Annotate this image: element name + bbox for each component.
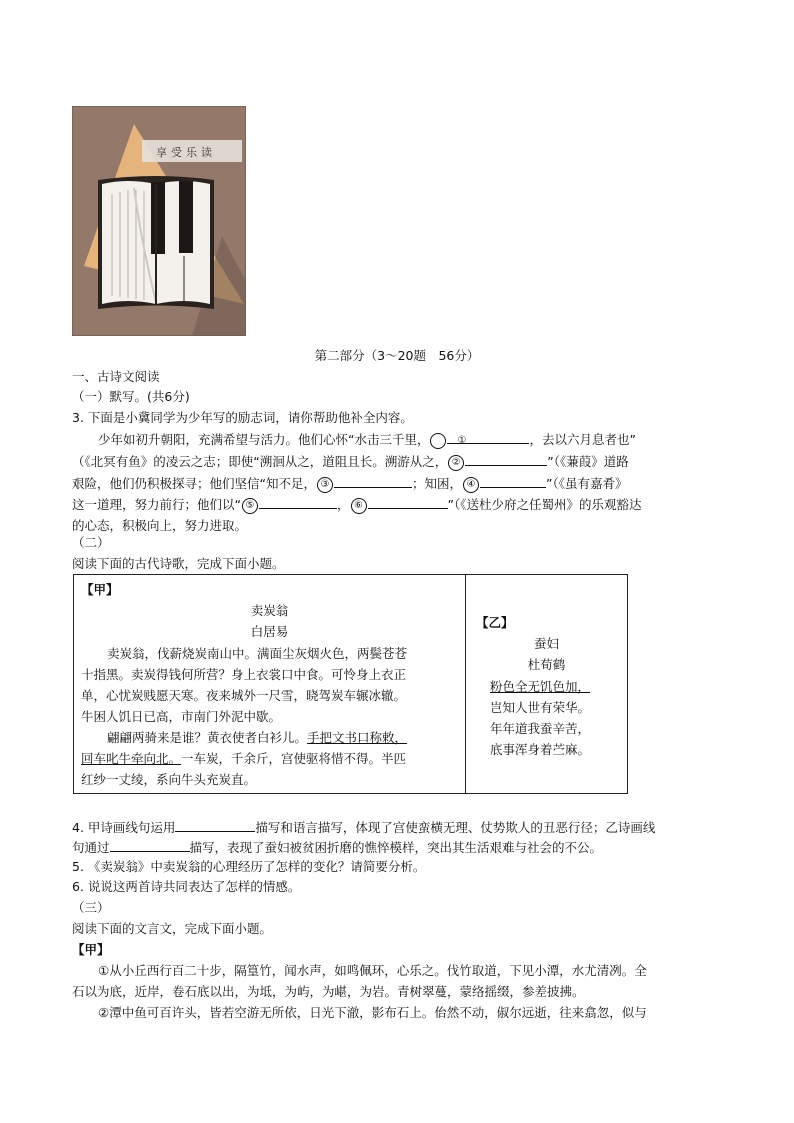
underlined-phrase: 回车叱牛牵向北。 bbox=[81, 751, 182, 766]
sub-heading-dictation: （一）默写。(共6分) bbox=[72, 389, 190, 404]
classical-instruction: 阅读下面的文言文，完成下面小题。 bbox=[72, 921, 273, 936]
poem-jia-line: 十指黑。卖炭得钱何所营？身上衣裳口中食。可怜身上衣正 bbox=[81, 667, 407, 682]
q5-text: 5. 《卖炭翁》中卖炭翁的心理经历了怎样的变化？请简要分析。 bbox=[72, 859, 426, 874]
answer-blank-4[interactable] bbox=[480, 475, 546, 488]
poem-jia-body bbox=[81, 643, 407, 790]
blank-number-3: ③ bbox=[317, 477, 333, 493]
underlined-phrase: 手把文书口称敕， bbox=[307, 730, 408, 745]
blank-number-2: ② bbox=[448, 455, 464, 471]
poem-yi-author: 杜荀鹤 bbox=[527, 657, 566, 672]
poem-jia-line: 红纱一丈绫，系向牛头充炭直。 bbox=[81, 772, 257, 787]
classical-para-1b: 石以为底，近岸，卷石底以出，为坻，为屿，为嵁，为岩。青树翠蔓，蒙络摇缀，参差披拂。 bbox=[72, 984, 585, 999]
q3-line-2: （《北冥有鱼》的凌云之志；即使“溯洄从之，道阻且长。溯游从之， ② ”（《蒹葭》道路 bbox=[72, 454, 629, 469]
q4-line-2: 句通过 描写，表现了蚕妇被贫困折磨的憔悴模样，突出其生活艰难与社会的不公。 bbox=[72, 840, 603, 855]
cover-illustration bbox=[72, 106, 246, 336]
q4-answer-blank-2[interactable] bbox=[110, 839, 190, 852]
poem-jia-title: 卖炭翁 bbox=[250, 603, 289, 618]
poetry-instruction: 阅读下面的古代诗歌，完成下面小题。 bbox=[72, 556, 285, 571]
classical-jia-tag: 【甲】 bbox=[72, 942, 110, 957]
poem-yi-line: 年年道我蚕辛苦， bbox=[490, 721, 591, 736]
poem-jia-line: 回车叱牛牵向北。一车炭，千余斤，宫使驱将惜不得。半匹 bbox=[81, 751, 407, 766]
poem-jia-line: 卖炭翁，伐薪烧炭南山中。满面尘灰烟火色，两鬓苍苍 bbox=[107, 646, 408, 661]
q3-line-1: 少年如初升朝阳，充满希望与活力。他们心怀“水击三千里， ① ，去以六月息者也” bbox=[98, 432, 636, 447]
answer-blank-1[interactable] bbox=[447, 431, 529, 444]
poem-yi-line: 底事浑身着苎麻。 bbox=[490, 742, 591, 757]
answer-blank-5[interactable] bbox=[259, 496, 337, 509]
answer-blank-2[interactable] bbox=[465, 453, 547, 466]
poem-yi-line-underlined: 粉色全无饥色加， bbox=[490, 679, 591, 694]
blank-number-1: ① bbox=[430, 433, 446, 449]
sub-heading-poetry: （二） bbox=[72, 535, 110, 550]
q4-answer-blank-1[interactable] bbox=[175, 819, 255, 832]
poem-jia-line: 牛困人饥日已高，市南门外泥中歇。 bbox=[81, 709, 282, 724]
q3-line-5: 的心态，积极向上，努力进取。 bbox=[72, 518, 248, 533]
q3-line-4: 这一道理，努力前行；他们以“ ⑤ ， ⑥ ”（《送杜少府之任蜀州》的乐观豁达 bbox=[72, 497, 642, 512]
sub-heading-classical: （三） bbox=[72, 900, 110, 915]
poem-yi-title: 蚕妇 bbox=[533, 636, 559, 651]
poem-jia-line: 单，心忧炭贱愿天寒。夜来城外一尺雪，晓驾炭车辗冰辙。 bbox=[81, 688, 407, 703]
poem-table-divider bbox=[465, 575, 466, 793]
q3-stem: 3. 下面是小冀同学为少年写的励志词，请你帮助他补全内容。 bbox=[72, 410, 413, 425]
poem-jia-tag: 【甲】 bbox=[81, 582, 119, 597]
heading-ancient-reading: 一、古诗文阅读 bbox=[72, 369, 160, 384]
poem-jia-author: 白居易 bbox=[250, 624, 289, 639]
blank-number-5: ⑤ bbox=[242, 498, 258, 514]
cover-banner-text: 享受乐读 bbox=[156, 146, 216, 159]
piano-book-illustration bbox=[72, 106, 246, 336]
classical-para-2: ②潭中鱼可百许头，皆若空游无所依，日光下澈，影布石上。佁然不动，俶尔远逝，往来翕忽，似与 bbox=[98, 1005, 647, 1020]
answer-blank-3[interactable] bbox=[334, 475, 412, 488]
poem-yi-tag: 【乙】 bbox=[476, 615, 514, 630]
q4-line-1: 4. 甲诗画线句运用 描写和语言描写，体现了宫使蛮横无理、仗势欺人的丑恶行径；乙诗画线 bbox=[72, 820, 656, 835]
classical-para-1a: ①从小丘西行百二十步，隔篁竹，闻水声，如鸣佩环，心乐之。伐竹取道，下见小潭，水尤清冽。全 bbox=[98, 963, 647, 978]
poem-yi-body bbox=[490, 676, 590, 760]
poem-table bbox=[73, 574, 628, 794]
blank-number-6: ⑥ bbox=[351, 498, 367, 514]
q6-text: 6. 说说这两首诗共同表达了怎样的情感。 bbox=[72, 879, 301, 894]
poem-jia-line: 翩翩两骑来是谁？黄衣使者白衫儿。手把文书口称敕， bbox=[107, 730, 408, 745]
blank-number-4: ④ bbox=[463, 477, 479, 493]
section-title: 第二部分（3～20题 56分） bbox=[314, 348, 480, 363]
answer-blank-6[interactable] bbox=[368, 496, 448, 509]
q3-line-3: 艰险，他们仍积极探寻；他们坚信“知不足， ③ ；知困， ④ ”（《虽有嘉肴》 bbox=[72, 476, 628, 491]
poem-yi-line: 岂知人世有荣华。 bbox=[490, 700, 591, 715]
